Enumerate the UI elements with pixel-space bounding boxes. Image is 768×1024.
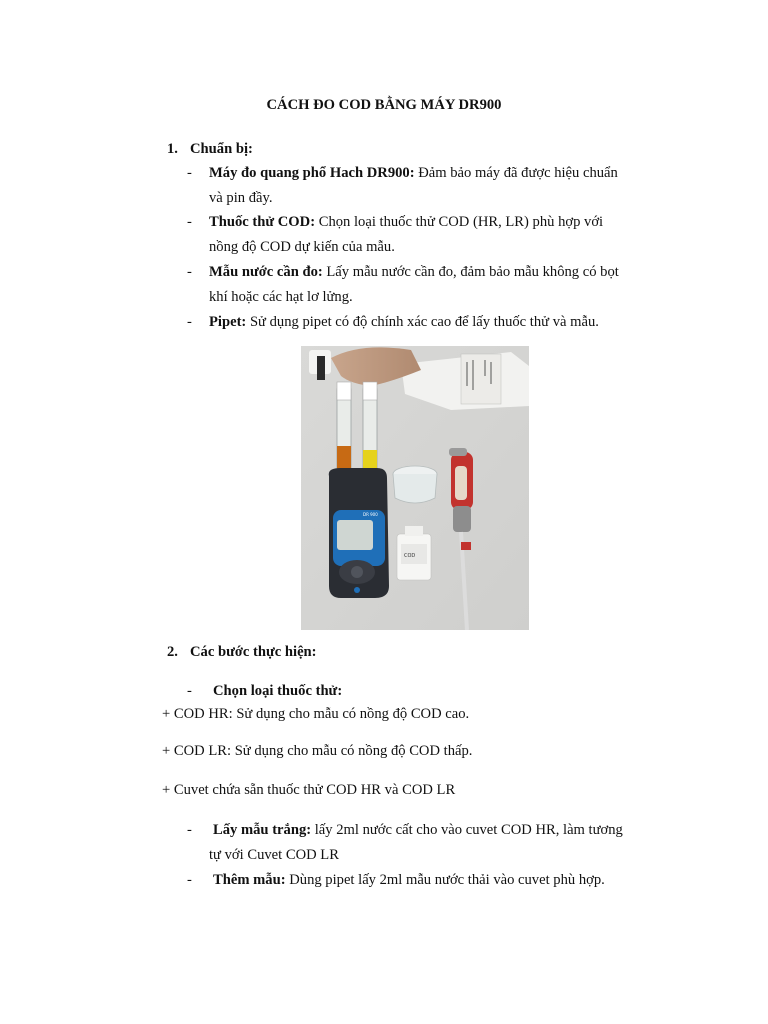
bottle-label: COD bbox=[404, 553, 416, 559]
step-text: lấy 2ml nước cất cho vào cuvet COD HR, làm tương bbox=[311, 822, 623, 838]
step-item bbox=[213, 872, 605, 889]
list-item bbox=[209, 314, 599, 331]
step-text-continued: tự với Cuvet COD LR bbox=[209, 847, 339, 863]
item-text-continued: nồng độ COD dự kiến của mẫu. bbox=[209, 239, 395, 255]
list-item bbox=[209, 264, 619, 281]
item-text-continued: khí hoặc các hạt lơ lửng. bbox=[209, 289, 353, 305]
reagent-heading: Chọn loại thuốc thử: bbox=[213, 683, 343, 699]
list-item bbox=[209, 165, 618, 182]
list-item bbox=[209, 214, 603, 231]
plus-item: + Cuvet chứa sẵn thuốc thử COD HR và COD LR bbox=[162, 782, 456, 798]
page-title: CÁCH ĐO COD BẰNG MÁY DR900 bbox=[266, 97, 502, 113]
section2-number: 2. bbox=[167, 644, 178, 660]
item-text-continued: và pin đầy. bbox=[209, 190, 273, 206]
item-bold-label: Thuốc thử COD: bbox=[209, 214, 316, 230]
bullet-dash: - bbox=[187, 822, 192, 838]
bullet-dash: - bbox=[187, 264, 192, 280]
section1-heading: Chuẩn bị: bbox=[190, 141, 253, 157]
item-text: Chọn loại thuốc thử COD (HR, LR) phù hợp với bbox=[315, 214, 604, 230]
item-text: Sử dụng pipet có độ chính xác cao để lấy thuốc thử và mẫu. bbox=[246, 314, 599, 330]
item-bold-label: Máy đo quang phổ Hach DR900: bbox=[209, 165, 415, 181]
device-label: DR 900 bbox=[363, 512, 378, 517]
item-bold-label: Pipet: bbox=[209, 314, 247, 330]
step-bold-label: Lấy mẫu trắng: bbox=[213, 822, 312, 838]
step-bold-label: Thêm mẫu: bbox=[213, 872, 286, 888]
section1-number: 1. bbox=[167, 141, 178, 157]
step-item bbox=[213, 822, 623, 839]
bullet-dash: - bbox=[187, 683, 192, 699]
bullet-dash: - bbox=[187, 314, 192, 330]
item-text: Lấy mẫu nước cần đo, đảm bảo mẫu không có bọt bbox=[322, 264, 619, 280]
bullet-dash: - bbox=[187, 165, 192, 181]
plus-item: + COD LR: Sử dụng cho mẫu có nồng độ COD thấp. bbox=[162, 743, 473, 759]
bullet-dash: - bbox=[187, 214, 192, 230]
equipment-photo bbox=[301, 346, 529, 630]
section2-heading: Các bước thực hiện: bbox=[190, 644, 317, 660]
item-text: Đảm bảo máy đã được hiệu chuẩn bbox=[414, 165, 618, 181]
bullet-dash: - bbox=[187, 872, 192, 888]
plus-item: + COD HR: Sử dụng cho mẫu có nồng độ COD cao. bbox=[162, 706, 470, 722]
item-bold-label: Mẫu nước cần đo: bbox=[209, 264, 323, 280]
step-text: Dùng pipet lấy 2ml mẫu nước thải vào cuvet phù hợp. bbox=[285, 872, 605, 888]
